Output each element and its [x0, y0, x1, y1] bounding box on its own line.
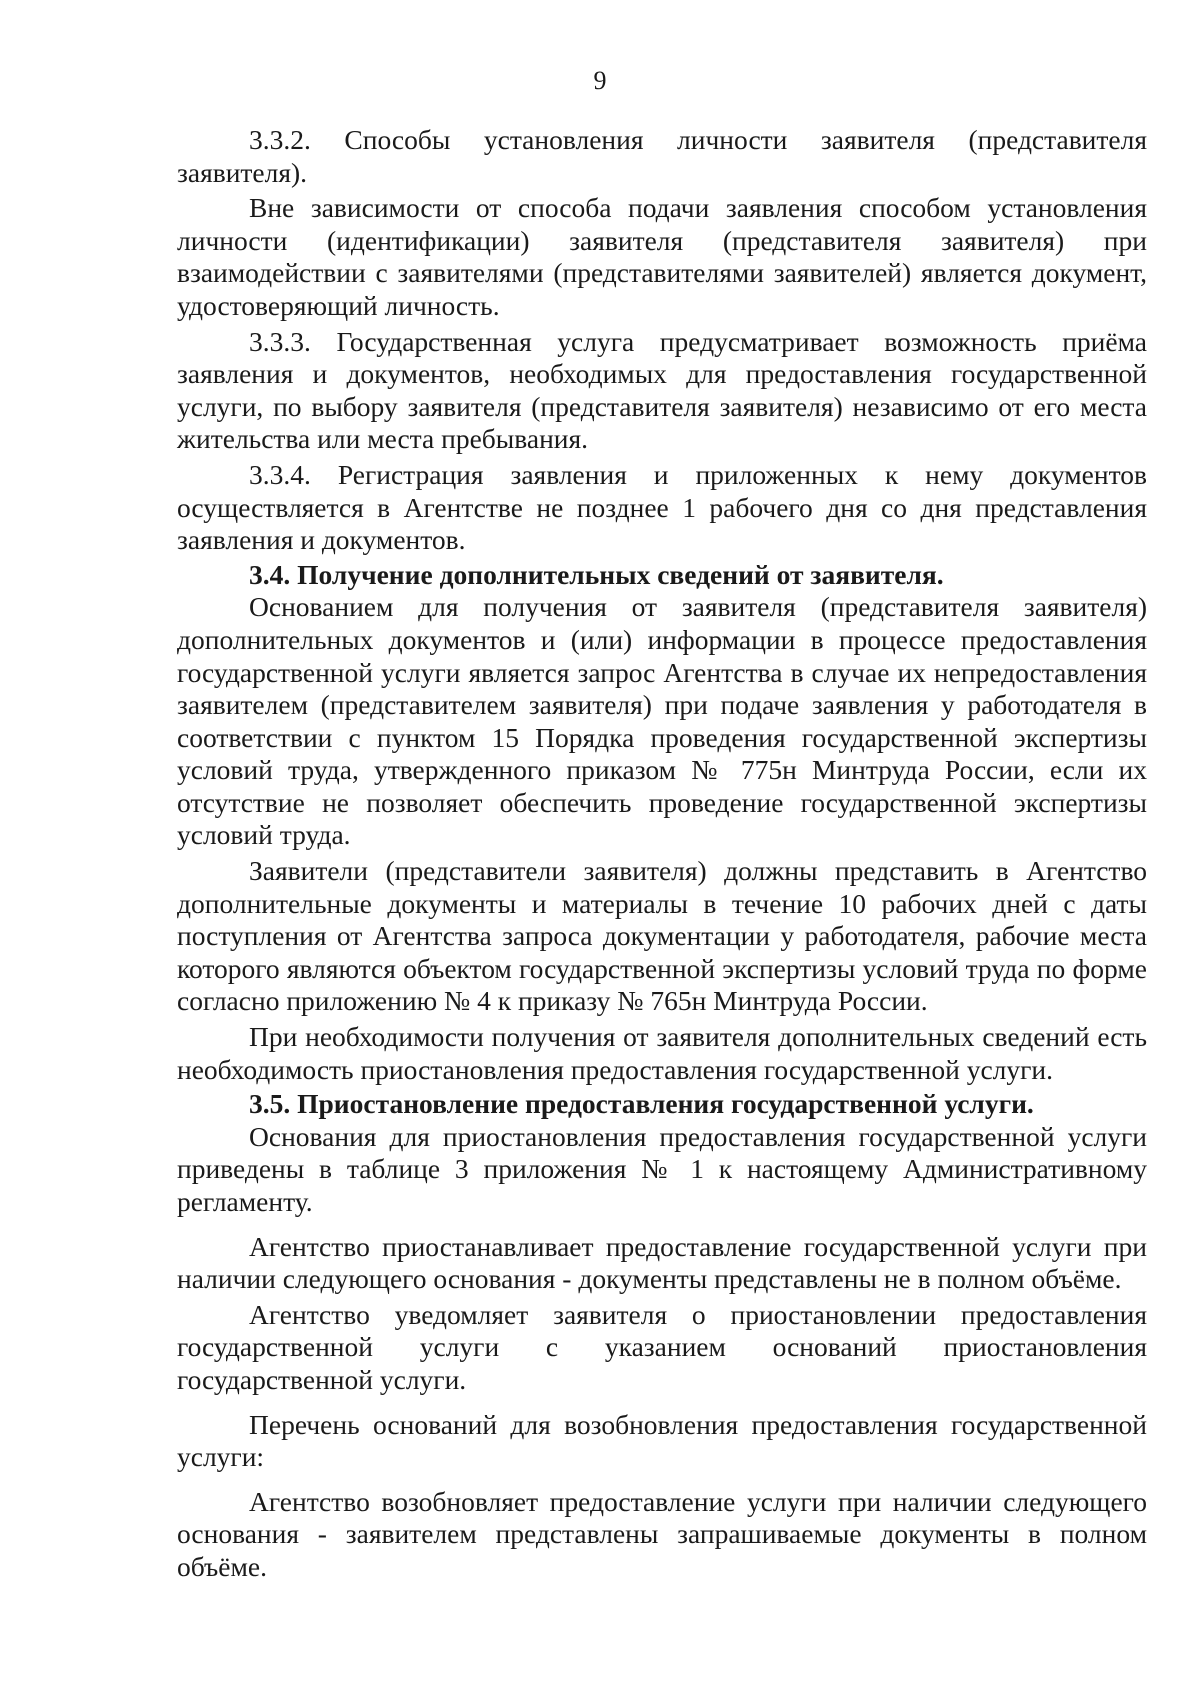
section-heading-3-5: 3.5. Приостановление предоставления государственной услуги. — [249, 1088, 1034, 1120]
paragraph-identity-document: Вне зависимости от способа подачи заявления способом установления личности (идентификации) заявителя (представителя заявителя) при взаимодействии с заявителями (представителями заявителей) является документ, удостоверяющий личность. — [177, 192, 1147, 321]
paragraph-3-5-grounds: Основания для приостановления предоставления государственной услуги приведены в таблице 3 приложения № 1 к настоящему Административному регламенту. — [177, 1120, 1147, 1217]
paragraph-3-4-suspension-need: При необходимости получения от заявителя дополнительных сведений есть необходимость приостановления предоставления государственной услуги. — [177, 1021, 1147, 1085]
paragraph-3-5-resume-list: Перечень оснований для возобновления предоставления государственной услуги: — [177, 1408, 1147, 1473]
paragraph-3-4-applicants: Заявители (представители заявителя) должны представить в Агентство дополнительные документы и материалы в течение 10 рабочих дней с даты поступления от Агентства запроса документации у работодателя, рабочие места которого являются объектом государственной экспертизы условий труда по форме согласно приложению № 4 к приказу № 765н Минтруда России. — [177, 855, 1147, 1017]
page-number: 9 — [593, 66, 607, 95]
paragraph-3-5-agency-suspends: Агентство приостанавливает предоставление государственной услуги при наличии следующего основания - документы представлены не в полном объёме. — [177, 1230, 1147, 1295]
paragraph-3-5-agency-notifies: Агентство уведомляет заявителя о приостановлении предоставления государственной услуги с указанием оснований приостановления государственной услуги. — [177, 1298, 1147, 1395]
document-body — [177, 124, 1147, 1584]
paragraph-3-4-grounds: Основанием для получения от заявителя (представителя заявителя) дополнительных документов и (или) информации в процессе предоставления государственной услуги является запрос Агентства в случае их непредоставления заявителем (представителем заявителя) при подаче заявления у работодателя в соответствии с пунктом 15 Порядка проведения государственной экспертизы условий труда, утвержденного приказом № 775н Минтруда России, если их отсутствие не позволяет обеспечить проведение государственной экспертизы условий труда. — [177, 591, 1147, 851]
paragraph-3-3-4: 3.3.4. Регистрация заявления и приложенных к нему документов осуществляется в Агентстве не позднее 1 рабочего дня со дня представления заявления и документов. — [177, 458, 1147, 556]
section-heading-3-4: 3.4. Получение дополнительных сведений от заявителя. — [249, 558, 944, 590]
paragraph-3-5-agency-resumes: Агентство возобновляет предоставление услуги при наличии следующего основания - заявителем представлены запрашиваемые документы в полном объёме. — [177, 1485, 1147, 1582]
paragraph-3-3-3: 3.3.3. Государственная услуга предусматривает возможность приёма заявления и документов, необходимых для предоставления государственной услуги, по выбору заявителя (представителя заявителя) независимо от его места жительства или места пребывания. — [177, 325, 1147, 455]
paragraph-3-3-2: 3.3.2. Способы установления личности заявителя (представителя заявителя). — [177, 124, 1147, 188]
